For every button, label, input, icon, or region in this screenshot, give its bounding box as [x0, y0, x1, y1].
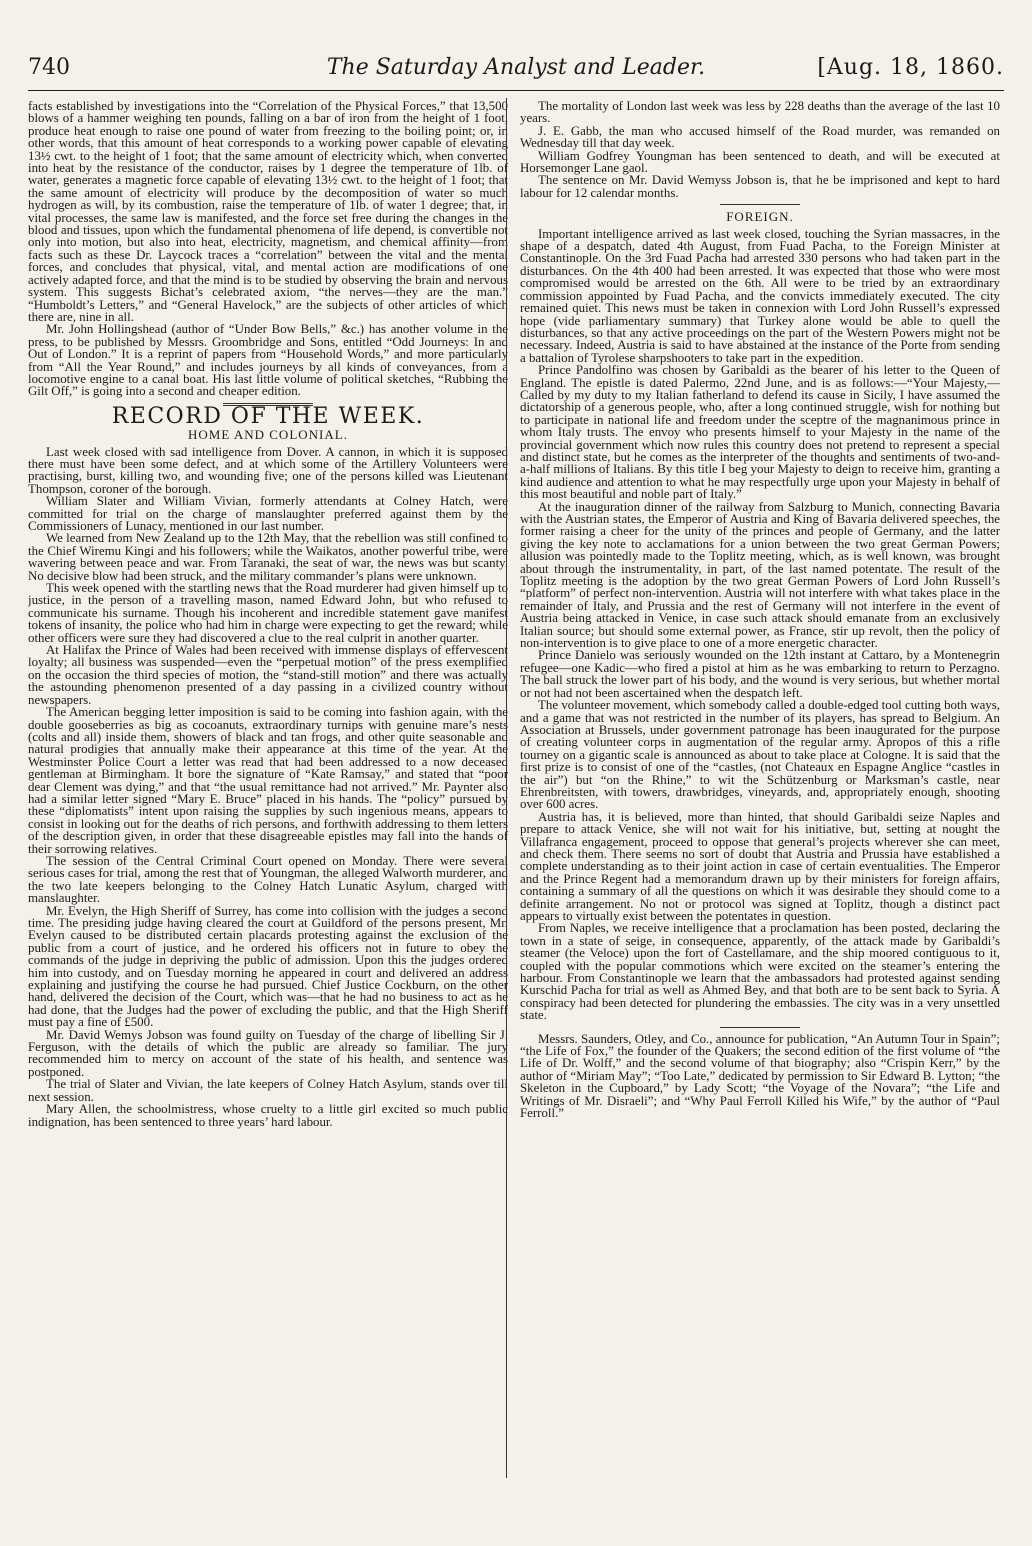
article-paragraph: Mr. John Hollingshead (author of “Under Bow Bells,” &c.) has another volume in the press, to be published by Messrs. Groombridge and Sons, entitled “Odd Journeys: In and Out of London.” It is a reprint of papers from “Household Words,” and more particularly from “All the Year Round,” and includes journeys by all kinds of conveyances, from a locomotive engine to a canal boat. His last little volume of political sketches, “Rubbing the Gilt Off,” is going into a second and cheaper edition.: [28, 322, 508, 399]
foreign-heading: FOREIGN.: [726, 209, 794, 225]
left-column: [28, 100, 508, 1540]
news-paragraph: From Naples, we receive intelligence that a proclamation has been posted, declaring the town in a state of seige, in consequence, apparently, of the attack made by Garibaldi’s steamer (the Veloce) upon the fort of Castellamare, and the ship moored contiguous to it, coupled with the popular commotions which were excited on the steamer’s entering the harbour. From Constantinople we learn that the ambassadors had protested against sending Kurschid Pacha for trial as well as Ahmed Bey, and that both are to be sent back to Syria. A conspiracy had been detected for plundering the embassies. The city was in a very unsettled state.: [520, 921, 1000, 1023]
news-paragraph: At the inauguration dinner of the railway from Salzburg to Munich, connecting Bavaria with the Austrian states, the Emperor of Austria and King of Bavaria delivered speeches, the former raising a cheer for the unity of the princes and people of Germany, and the latter giving the key note to acclamations for a union between the two great German Powers; allusion was pointedly made to the Toplitz meeting, which, as is well known, was brought about through the instrumentality, in part, of the last named potentate. The result of the Toplitz meeting is the adoption by the two great German Powers of Lord John Russell’s “platform” of perfect non-intervention. Austria will not interfere with what takes place in the remainder of Italy, and Prussia and the rest of Germany will not interfere in the event of Austria being attacked in Venice, in case such attack should emanate from an exclusively Italian source; but should some external power, as France, stir up revolt, then the policy of non-intervention is to give place to one of a more energetic character.: [520, 499, 1000, 651]
header-rule: [28, 90, 1004, 91]
news-paragraph: Mr. Evelyn, the High Sheriff of Surrey, has come into collision with the judges a second time. The presiding judge having cleared the court at Guildford of the persons present, Mr. Evelyn caused to be distributed certain placards protesting against the exclusion of the public from a court of justice, and he ordered his officers not in future to obey the commands of the judge in depriving the public of admission. Upon this the judges ordered him into custody, and on Tuesday morning he appeared in court and delivered an address explaining and justifying the course he had pursued. Chief Justice Cockburn, on the other hand, delivered the decision of the Court, which was—that he had no business to act as he had done, that the Judges had the power of excluding the public, and that the High Sheriff must pay a fine of £500.: [28, 903, 508, 1030]
news-paragraph: William Slater and William Vivian, formerly attendants at Colney Hatch, were committed for trial on the charge of manslaughter preferred against them by the Commissioners of Lunacy, mentioned in our last number.: [28, 494, 508, 533]
news-paragraph: J. E. Gabb, the man who accused himself of the Road murder, was remanded on Wednesday till that day week.: [520, 123, 1000, 151]
news-paragraph: The mortality of London last week was less by 228 deaths than the average of the last 10 years.: [520, 100, 1000, 126]
home-colonial-heading: HOME AND COLONIAL.: [188, 427, 348, 443]
section-divider: [720, 1027, 800, 1028]
news-paragraph: The sentence on Mr. David Wemyss Jobson is, that he be imprisoned and kept to hard labour for 12 calendar months.: [520, 173, 1000, 200]
news-paragraph: At Halifax the Prince of Wales had been received with immense displays of effervescent loyalty; all business was suspended—even the “perpetual motion” of the press exemplified on the occasion the third species of motion, the “stand-still motion” and there was actually the astounding phenomenon presented of a day passing in a civilized country without newspapers.: [28, 643, 508, 707]
news-paragraph: The volunteer movement, which somebody called a double-edged tool cutting both ways, and a game that was not restricted in the number of its players, has spread to Belgium. An Association at Brussels, under government patronage has been inaugurated for the purpose of creating volunteer corps in augmentation of the regular army. Apropos of this a rifle tourney on a gigantic scale is announced as about to take place at Cologne. It is said that the first prize is to consist of one of the “castles, (not Chateaux en Espagne Anglice “castles in the air”) but “on the Rhine,” to wit the Schützenburg or Marksman’s castle, near Ehrenbreitsten, with towers, drawbridges, vineyards, and, appropriately enough, shooting over 600 acres.: [520, 698, 1000, 812]
news-paragraph: We learned from New Zealand up to the 12th May, that the rebellion was still confined to the Chief Wiremu Kingi and his followers; while the Waikatos, another powerful tribe, were wavering between peace and war. From Taranaki, the seat of war, the news was but scanty. No decisive blow had been struck, and the military commander’s plans were unknown.: [28, 531, 508, 583]
page-number: 740: [28, 55, 70, 80]
news-paragraph: The American begging letter imposition is said to be coming into fashion again, with the double gooseberries as big as cocoanuts, extraordinary turnips with genuine mare’s nests (colts and all) inside them, showers of black and tan frogs, and other quite seasonable and natural prodigies that annually make their appearance at this time of the year. At the Westminster Police Court a letter was read that had been addressed to a now deceased gentleman at Birmingham. It bore the signature of “Kate Ramsay,” and stated that “poor dear Clement was dying,” and that “the usual remittance had not arrived.” Mr. Paynter also had a similar letter signed “Mary E. Bruce” placed in his hands. The “policy” pursued by these “diplomatists” intent upon raising the supplies by such ingenious means, appears to consist in looking out for the deaths of rich persons, and forthwith addressing to them letters of the description given, in order that these disagreeable epistles may fall into the hands of their sorrowing relatives.: [28, 705, 508, 856]
news-paragraph: The session of the Central Criminal Court opened on Monday. There were several serious cases for trial, among the rest that of Youngman, the alleged Walworth murderer, and the two late keepers belonging to the Colney Hatch Lunatic Asylum, charged with manslaughter.: [28, 853, 508, 906]
news-paragraph: Important intelligence arrived as last week closed, touching the Syrian massacres, in the shape of a despatch, dated 4th August, from Fuad Pacha, to the Foreign Minister at Constantinople. On the 3rd Fuad Pacha had arrested 330 persons who had taken part in the disturbances. On the 4th 400 had been arrested. It was expected that those who were most compromised would be arrested on the 6th. All were to be tried by an extraordinary commission appointed by Fuad Pacha, and the convicts immediately executed. The city remained quiet. This news must be taken in connexion with Lord John Russell’s expressed hope (vide parliamentary summary) that Turkey alone would be able to quell the disturbances, so that any active proceedings on the part of the Western Powers might not be necessary. Indeed, Austria is said to have abstained at the instance of the Porte from sending a battalion of Tyrolese sharpshooters to take part in the expedition.: [520, 226, 1000, 365]
page-header: [28, 48, 1004, 88]
issue-date: [Aug. 18, 1860.: [817, 55, 1004, 80]
news-paragraph: Prince Danielo was seriously wounded on the 12th instant at Cattaro, by a Montenegrin refugee—one Kadic—who fired a pistol at him as he was embarking to return to Perzagno. The ball struck the lower part of his body, and the wound is very serious, but whether mortal or not had not been ascertained when the despatch left.: [520, 648, 1000, 700]
news-paragraph: This week opened with the startling news that the Road murderer had given himself up to justice, in the person of a travelling mason, named Edward John, but who refused to communicate his surname. Though his incoherent and incredible statement gave manifest tokens of insanity, the police who had him in charge were expecting to get the reward; while other officers were sure they had discovered a clue to the real culprit in another quarter.: [28, 581, 508, 645]
publication-title: The Saturday Analyst and Leader.: [326, 55, 706, 80]
news-paragraph: Last week closed with sad intelligence from Dover. A cannon, in which it is supposed there must have been some defect, and at which some of the Artillery Volunteers were practising, burst, killing two, and wounding five; one of the persons killed was Lieutenant Thompson, coroner of the borough.: [28, 444, 508, 496]
news-paragraph: William Godfrey Youngman has been sentenced to death, and will be executed at Horsemonger Lane gaol.: [520, 148, 1000, 176]
news-paragraph: The trial of Slater and Vivian, the late keepers of Colney Hatch Asylum, stands over till next session.: [28, 1077, 508, 1104]
news-paragraph: Prince Pandolfino was chosen by Garibaldi as the bearer of his letter to the Queen of England. The epistle is dated Palermo, 22nd June, and is as follows:—“Your Majesty,—Called by my duty to my Italian fatherland to defend its cause in Sicily, I have assumed the dictatorship of a generous people, who, after a long continued struggle, wish for nothing but to participate in national life and freedom under the sceptre of the magnanimous prince in whom Italy trusts. The envoy who presents himself to your Majesty in the name of the provincial government which now rules this country does not pretend to represent a special and distinct state, but he comes as the interpreter of the thoughts and sentiments of two-and-a-half millions of Italians. By this title I beg your Majesty to deign to receive him, granting a kind audience and attention to what he may respectfully urge upon your Majesty in behalf of this most beautiful and noble part of Italy.”: [520, 363, 1000, 502]
news-paragraph: Mary Allen, the schoolmistress, whose cruelty to a little girl excited so much public indignation, has been sentenced to three years’ hard labour.: [28, 1102, 508, 1129]
article-paragraph: facts established by investigations into the “Correlation of the Physical Forces,” that 13,500 blows of a hammer weighing ten pounds, falling on a bar of iron from the height of 1 foot, produce heat enough to raise one pound of water from freezing to the boiling point; or, in other words, that this amount of heat corresponds to a working power capable of elevating 13½ cwt. to the height of 1 foot; that the same amount of electricity which, when converted into heat by the resistance of the conductor, raises by 1 degree the temperature of 1lb. of water, generates a magnetic force capable of elevating 13½ cwt. to the height of 1 foot; that the same amount of electricity will produce by the decomposition of water so much hydrogen as will, by its combustion, raise the temperature of 1lb. of water 1 degree; that, in vital processes, the same law is manifested, and the force set free during the changes in the blood and tissues, upon which the fundamental phenomena of life depend, is convertible not only into motion, but also into heat, electricity, magnetism, and chemical affinity—from facts such as these Dr. Laycock traces a “correlation” between the vital and the mental forces, and concludes that physical, vital, and mental action are modifications of one actively adapted force, and that the mind is to be studied by observing the brain and nervous system. This suggests Bichat’s celebrated axiom, “the nerves—they are the man.” “Humboldt’s Letters,” and “General Havelock,” are the subjects of other articles of which there are, nine in all.: [28, 100, 508, 324]
section-divider: [720, 204, 800, 205]
news-paragraph: Austria has, it is believed, more than hinted, that should Garibaldi seize Naples and prepare to attack Venice, she will not wait for his initiative, but, setting at nought the Villafranca engagement, proceed to oppose that general’s projects wherever she can meet, and check them. There seems no sort of doubt that Austria and Prussia have established a complete understanding as to their joint action in case of certain eventualities. The Emperor and the Prince Regent had a memorandum drawn up by their ministers for foreign affairs, containing a summary of all the questions on which it was desirable they should come to a definite arrangement. No not or protocol was signed at Toplitz, though a distinct pact appears to virtually exist between the potentates in question.: [520, 809, 1000, 923]
news-paragraph: Messrs. Saunders, Otley, and Co., announce for publication, “An Autumn Tour in Spain”; “the Life of Fox,” the founder of the Quakers; the second edition of the first volume of “the Life of Dr. Wolff,” and the second volume of that biography; also “Crispin Kerr,” by the author of “Miriam May”; “Too Late,” dedicated by permission to Sir Edward B. Lytton; “the Skeleton in the Cupboard,” by Lady Scott; “the Voyage of the Novara”; “the Life and Writings of Mr. Disraeli”; and “Why Paul Ferroll Killed his Wife,” by the author of “Paul Ferroll.”: [520, 1031, 1000, 1121]
right-column: [520, 100, 1000, 1540]
news-paragraph: Mr. David Wemys Jobson was found guilty on Tuesday of the charge of libelling Sir J. Ferguson, with the details of which the public are already so familiar. The jury recommended him to mercy on account of the state of his health, and sentence was postponed.: [28, 1027, 508, 1079]
record-heading: RECORD OF THE WEEK.: [111, 403, 425, 429]
column-rule: [506, 98, 507, 1478]
